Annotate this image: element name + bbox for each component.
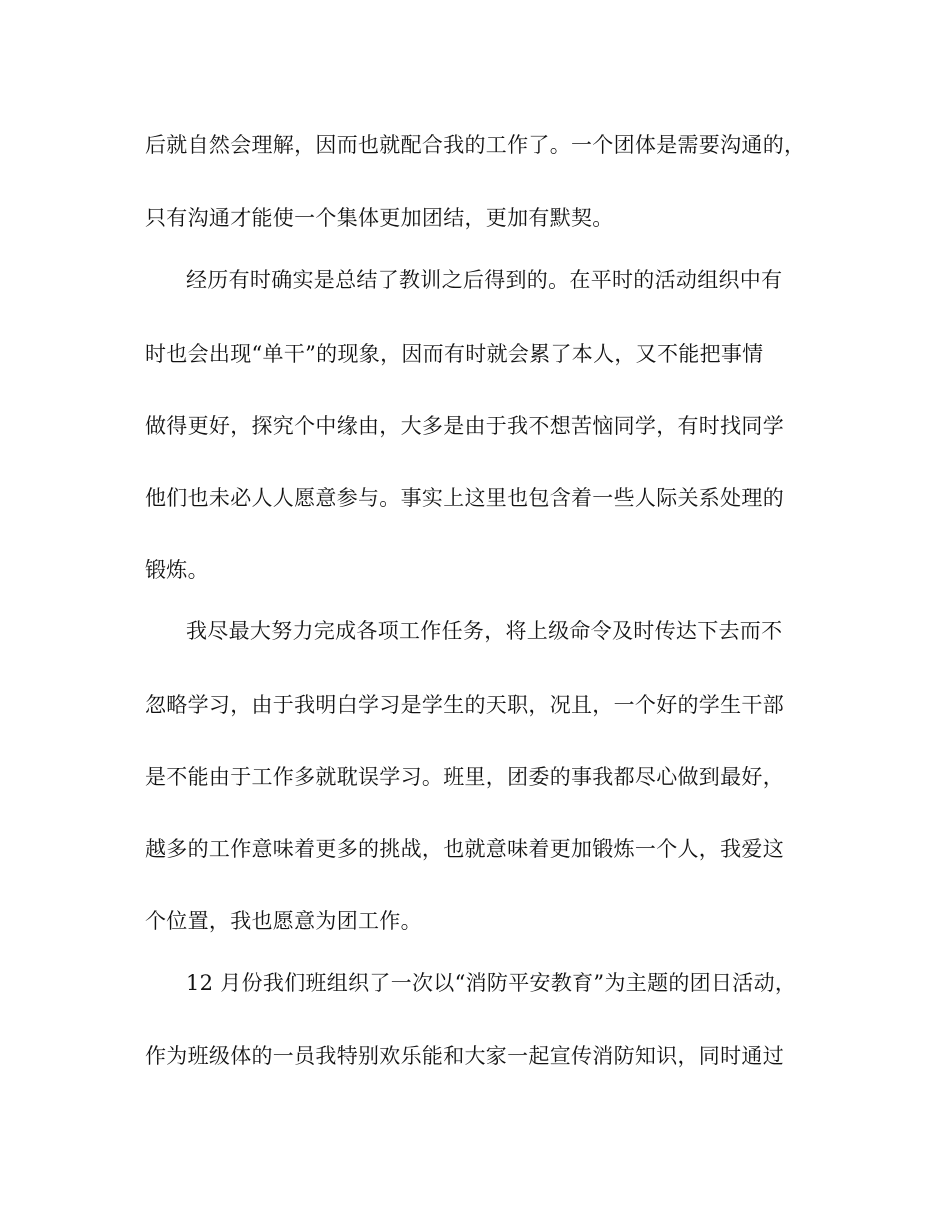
paragraph-4-line-1: 12 月份我们班组织了一次以“消防平安教育”为主题的团日活动，	[186, 971, 797, 995]
paragraph-2-line-1: 经历有时确实是总结了教训之后得到的。在平时的活动组织中有	[186, 268, 783, 292]
text-line-7: 锻炼。	[145, 558, 209, 582]
text-line-6: 他们也未必人人愿意参与。事实上这里也包含着一些人际关系处理的	[145, 486, 784, 510]
text-line-1: 后就自然会理解，因而也就配合我的工作了。一个团体是需要沟通的，	[145, 133, 806, 157]
paragraph-3-line-1: 我尽最大努力完成各项工作任务，将上级命令及时传达下去而不	[186, 619, 783, 643]
text-line-2: 只有沟通才能使一个集体更加团结，更加有默契。	[145, 206, 614, 230]
text-line-11: 越多的工作意味着更多的挑战，也就意味着更加锻炼一个人，我爱这	[145, 837, 784, 861]
text-line-5: 做得更好，探究个中缘由，大多是由于我不想苦恼同学，有时找同学	[145, 414, 784, 438]
text-line-12: 个位置，我也愿意为团工作。	[145, 909, 422, 933]
text-line-14: 作为班级体的一员我特别欢乐能和大家一起宣传消防知识，同时通过	[145, 1044, 784, 1068]
text-line-9: 忽略学习，由于我明白学习是学生的天职，况且，一个好的学生干部	[145, 693, 784, 717]
text-line-4: 时也会出现“单干”的现象，因而有时就会累了本人，又不能把事情	[145, 342, 764, 366]
text-line-10: 是不能由于工作多就耽误学习。班里，团委的事我都尽心做到最好，	[145, 765, 784, 789]
